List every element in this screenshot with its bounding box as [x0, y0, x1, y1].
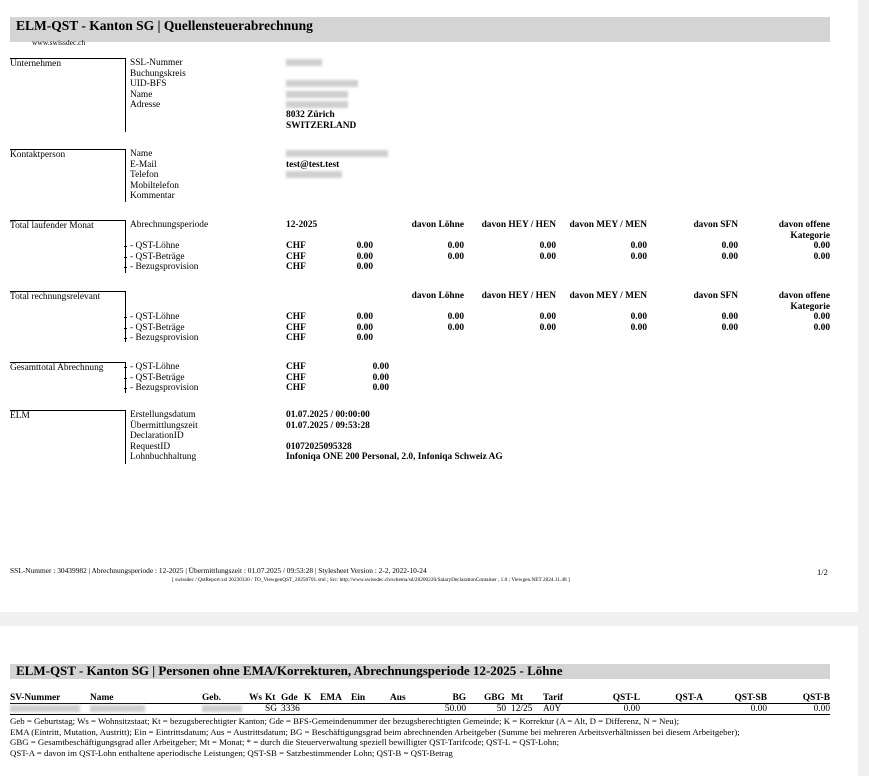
footer-summary: SSL-Nummer : 30439982 | Abrechnungsperiode : 12-2025 | Übermittlungszeit : 01.07.2025 / 09:53:28 | Stylesheet Version : 2-2, 2022-10-24	[10, 566, 427, 575]
row-value-offen: 0.00	[813, 241, 830, 251]
row-tick	[124, 378, 127, 379]
th-aus: Aus	[390, 693, 406, 703]
row-value: 0.00	[356, 262, 373, 272]
period-value: 12-2025	[286, 220, 318, 230]
col-header-kategorie: Kategorie	[790, 230, 830, 241]
row-tick	[124, 267, 127, 268]
th-qst-b: QST-B	[802, 693, 830, 703]
footer-source: [ swissdec / QstReport.xsl 20230330 / TO_ViewgenQST_20250701.xml ; Src: http://www.swissdec.ch/schema/sd/20200220/SalaryDeclarationContainer , 1.0 ; Viewgen.NET 2024.11.48 ]	[172, 577, 570, 583]
row-value-offen: 0.00	[813, 312, 830, 322]
legend-line-2: EMA (Eintritt, Mutation, Austritt); Ein = Eintrittsdatum; Aus = Austrittsdatum; BG = Beschäftigungsgrad beim abrechnenden Arbeitgeber (Summe bei mehreren Arbeitsverhältnissen bei diesem Arbeitgeber);	[10, 726, 740, 737]
field-buchungskreis: Buchungskreis	[130, 68, 186, 79]
cell-qst-sb: 0.00	[750, 704, 767, 714]
th-gde: Gde	[281, 693, 298, 703]
redacted-address-value	[286, 100, 348, 111]
row-value-loehne: 0.00	[447, 322, 464, 333]
redacted-ssl-value	[286, 58, 322, 69]
row-value-mey: 0.00	[630, 241, 647, 251]
redacted-uid-value	[286, 79, 358, 90]
field-uebermittlungszeit: Übermittlungszeit	[130, 420, 198, 431]
row-currency: CHF	[286, 251, 306, 262]
cell-mt: 12/25	[511, 704, 533, 714]
row-value-loehne: 0.00	[447, 251, 464, 262]
row-value-mey: 0.00	[630, 251, 647, 262]
row-label: - QST-Beträge	[130, 372, 185, 383]
row-value-loehne: 0.00	[447, 312, 464, 322]
cell-qst-l: 0.00	[623, 704, 640, 714]
col-header-offen-2: davon offene	[778, 291, 830, 301]
th-ema: EMA	[320, 693, 342, 703]
row-currency: CHF	[286, 372, 306, 383]
row-value: 0.00	[356, 322, 373, 333]
cell-qst-b: 0.00	[813, 704, 830, 714]
website-text: www.swissdec.ch	[32, 38, 86, 47]
th-qst-l: QST-L	[612, 693, 640, 703]
page-1-title: ELM-QST - Kanton SG | Quellensteuerabrechnung	[16, 18, 313, 33]
row-value-sfn: 0.00	[721, 241, 738, 251]
row-value: 0.00	[356, 312, 373, 322]
row-value: 0.00	[372, 372, 389, 383]
row-value-sfn: 0.00	[721, 312, 738, 322]
redacted-sv-nummer	[10, 704, 80, 714]
section-label-elm: ELM	[10, 410, 126, 464]
row-tick	[124, 246, 127, 247]
th-qst-a: QST-A	[675, 693, 703, 703]
th-kt: Kt	[265, 693, 276, 703]
row-label: - QST-Löhne	[130, 362, 180, 372]
field-uid-bfs: UID-BFS	[130, 79, 167, 89]
row-value-mey: 0.00	[630, 312, 647, 322]
th-qst-sb: QST-SB	[734, 693, 767, 703]
section-label-unternehmen: Unternehmen	[10, 58, 126, 132]
th-ein: Ein	[351, 693, 366, 703]
company-city: 8032 Zürich	[286, 110, 335, 120]
row-label: - Bezugsprovision	[130, 333, 199, 343]
row-currency: CHF	[286, 241, 306, 251]
field-abrechnungsperiode: Abrechnungsperiode	[130, 220, 209, 230]
th-ws: Ws	[249, 693, 263, 703]
page-2-title: ELM-QST - Kanton SG | Personen ohne EMA/Korrekturen, Abrechnungsperiode 12-2025 - Löhne	[16, 663, 563, 678]
th-mt: Mt	[511, 693, 523, 703]
th-geb: Geb.	[202, 693, 222, 703]
cell-gbg: 50	[496, 704, 506, 714]
row-value-loehne: 0.00	[447, 241, 464, 251]
col-header-hey-2: davon HEY / HEN	[481, 291, 556, 301]
section-label-total-monat: Total laufender Monat	[10, 220, 126, 273]
redacted-birthdate	[202, 704, 242, 714]
row-value: 0.00	[372, 362, 389, 372]
col-header-sfn: davon SFN	[693, 220, 738, 230]
row-tick	[124, 388, 127, 389]
row-currency: CHF	[286, 333, 306, 343]
row-tick	[124, 338, 127, 339]
th-tarif: Tarif	[543, 693, 563, 703]
field-contact-email: E-Mail	[130, 159, 157, 170]
field-contact-telefon: Telefon	[130, 170, 159, 180]
lohnbuchhaltung-value: Infoniqa ONE 200 Personal, 2.0, Infoniqa Schweiz AG	[286, 452, 503, 462]
row-currency: CHF	[286, 362, 306, 372]
col-header-loehne-2: davon Löhne	[411, 291, 464, 301]
th-gbg: GBG	[484, 693, 505, 703]
col-header-sfn-2: davon SFN	[693, 291, 738, 301]
field-lohnbuchhaltung: Lohnbuchhaltung	[130, 452, 197, 462]
cell-gde: 3336	[281, 704, 300, 714]
page-2-header-bar	[10, 664, 830, 679]
col-header-mey-2: davon MEY / MEN	[569, 291, 647, 301]
field-contact-kommentar: Kommentar	[130, 191, 175, 201]
field-requestid: RequestID	[130, 441, 171, 452]
col-header-kategorie-2: Kategorie	[790, 301, 830, 312]
row-label: - Bezugsprovision	[130, 262, 199, 272]
col-header-mey: davon MEY / MEN	[569, 220, 647, 230]
row-tick	[124, 257, 127, 258]
col-header-loehne: davon Löhne	[411, 220, 464, 230]
col-header-hey: davon HEY / HEN	[481, 220, 556, 230]
row-value-hey: 0.00	[539, 312, 556, 322]
row-label: - QST-Löhne	[130, 312, 180, 322]
row-currency: CHF	[286, 322, 306, 333]
table-bottom-rule	[10, 714, 830, 715]
row-tick	[124, 317, 127, 318]
th-k: K	[304, 693, 312, 703]
row-value-hey: 0.00	[539, 251, 556, 262]
cell-tarif: A0Y	[543, 704, 562, 714]
field-declarationid: DeclarationID	[130, 431, 184, 441]
row-currency: CHF	[286, 262, 306, 272]
field-contact-mobil: Mobiltelefon	[130, 180, 179, 191]
section-label-kontaktperson: Kontaktperson	[10, 149, 126, 202]
legend-line-1: Geb = Geburtstag; Ws = Wohnsitzstaat; Kt = bezugsberechtigter Kanton; Gde = BFS-Gemeindenummer der bezugsberechtigten Gemeinde; K = Korrektur (A = Alt, D = Differenz, N = Neu);	[10, 716, 680, 726]
erstellungsdatum-value: 01.07.2025 / 00:00:00	[286, 410, 370, 420]
legend-line-3: GBG = Gesamtbeschäftigungsgrad aller Arbeitgeber; Mt = Monat; * = durch die Steuerverwaltung speziell bewilligter QST-Tarifcode; QST-L = QST-Lohn;	[10, 737, 560, 747]
row-tick	[124, 367, 127, 368]
row-value-sfn: 0.00	[721, 251, 738, 262]
page-1-header-bar	[10, 17, 830, 47]
th-sv-nummer: SV-Nummer	[10, 693, 61, 703]
row-value: 0.00	[356, 241, 373, 251]
row-value: 0.00	[356, 333, 373, 343]
th-name: Name	[90, 693, 114, 703]
field-contact-name: Name	[130, 149, 153, 159]
cell-bg: 50.00	[444, 704, 466, 714]
col-header-offen: davon offene	[778, 220, 830, 230]
company-country: SWITZERLAND	[286, 121, 357, 131]
redacted-contact-name	[286, 149, 388, 160]
requestid-value: 01072025095328	[286, 441, 352, 452]
row-value-hey: 0.00	[539, 322, 556, 333]
uebermittlungszeit-value: 01.07.2025 / 09:53:28	[286, 420, 370, 431]
row-label: - QST-Beträge	[130, 251, 185, 262]
row-currency: CHF	[286, 383, 306, 393]
field-name: Name	[130, 89, 153, 100]
redacted-name-value	[286, 90, 348, 101]
section-label-total-relevant: Total rechnungsrelevant	[10, 291, 126, 342]
field-adresse: Adresse	[130, 100, 161, 110]
redacted-contact-phone	[286, 170, 342, 181]
cell-kt: SG	[265, 704, 277, 714]
row-value-mey: 0.00	[630, 322, 647, 333]
section-label-gesamttotal: Gesamttotal Abrechnung	[10, 362, 126, 393]
row-tick	[124, 328, 127, 329]
row-value-offen: 0.00	[813, 322, 830, 333]
legend-line-4: QST-A = davon im QST-Lohn enthaltene aperiodische Leistungen; QST-SB = Satzbestimmender Lohn; QST-B = QST-Betrag	[10, 747, 453, 758]
row-label: - QST-Löhne	[130, 241, 180, 251]
field-erstellungsdatum: Erstellungsdatum	[130, 410, 196, 420]
field-ssl-nummer: SSL-Nummer	[130, 58, 183, 68]
page-number: 1/2	[817, 567, 828, 577]
row-value: 0.00	[372, 383, 389, 393]
row-value-sfn: 0.00	[721, 322, 738, 333]
row-currency: CHF	[286, 312, 306, 322]
row-value: 0.00	[356, 251, 373, 262]
row-label: - QST-Beträge	[130, 322, 185, 333]
row-value-offen: 0.00	[813, 251, 830, 262]
th-bg: BG	[452, 693, 466, 703]
row-label: - Bezugsprovision	[130, 383, 199, 393]
redacted-person-name	[90, 704, 145, 714]
row-value-hey: 0.00	[539, 241, 556, 251]
contact-email-value: test@test.test	[286, 159, 340, 170]
